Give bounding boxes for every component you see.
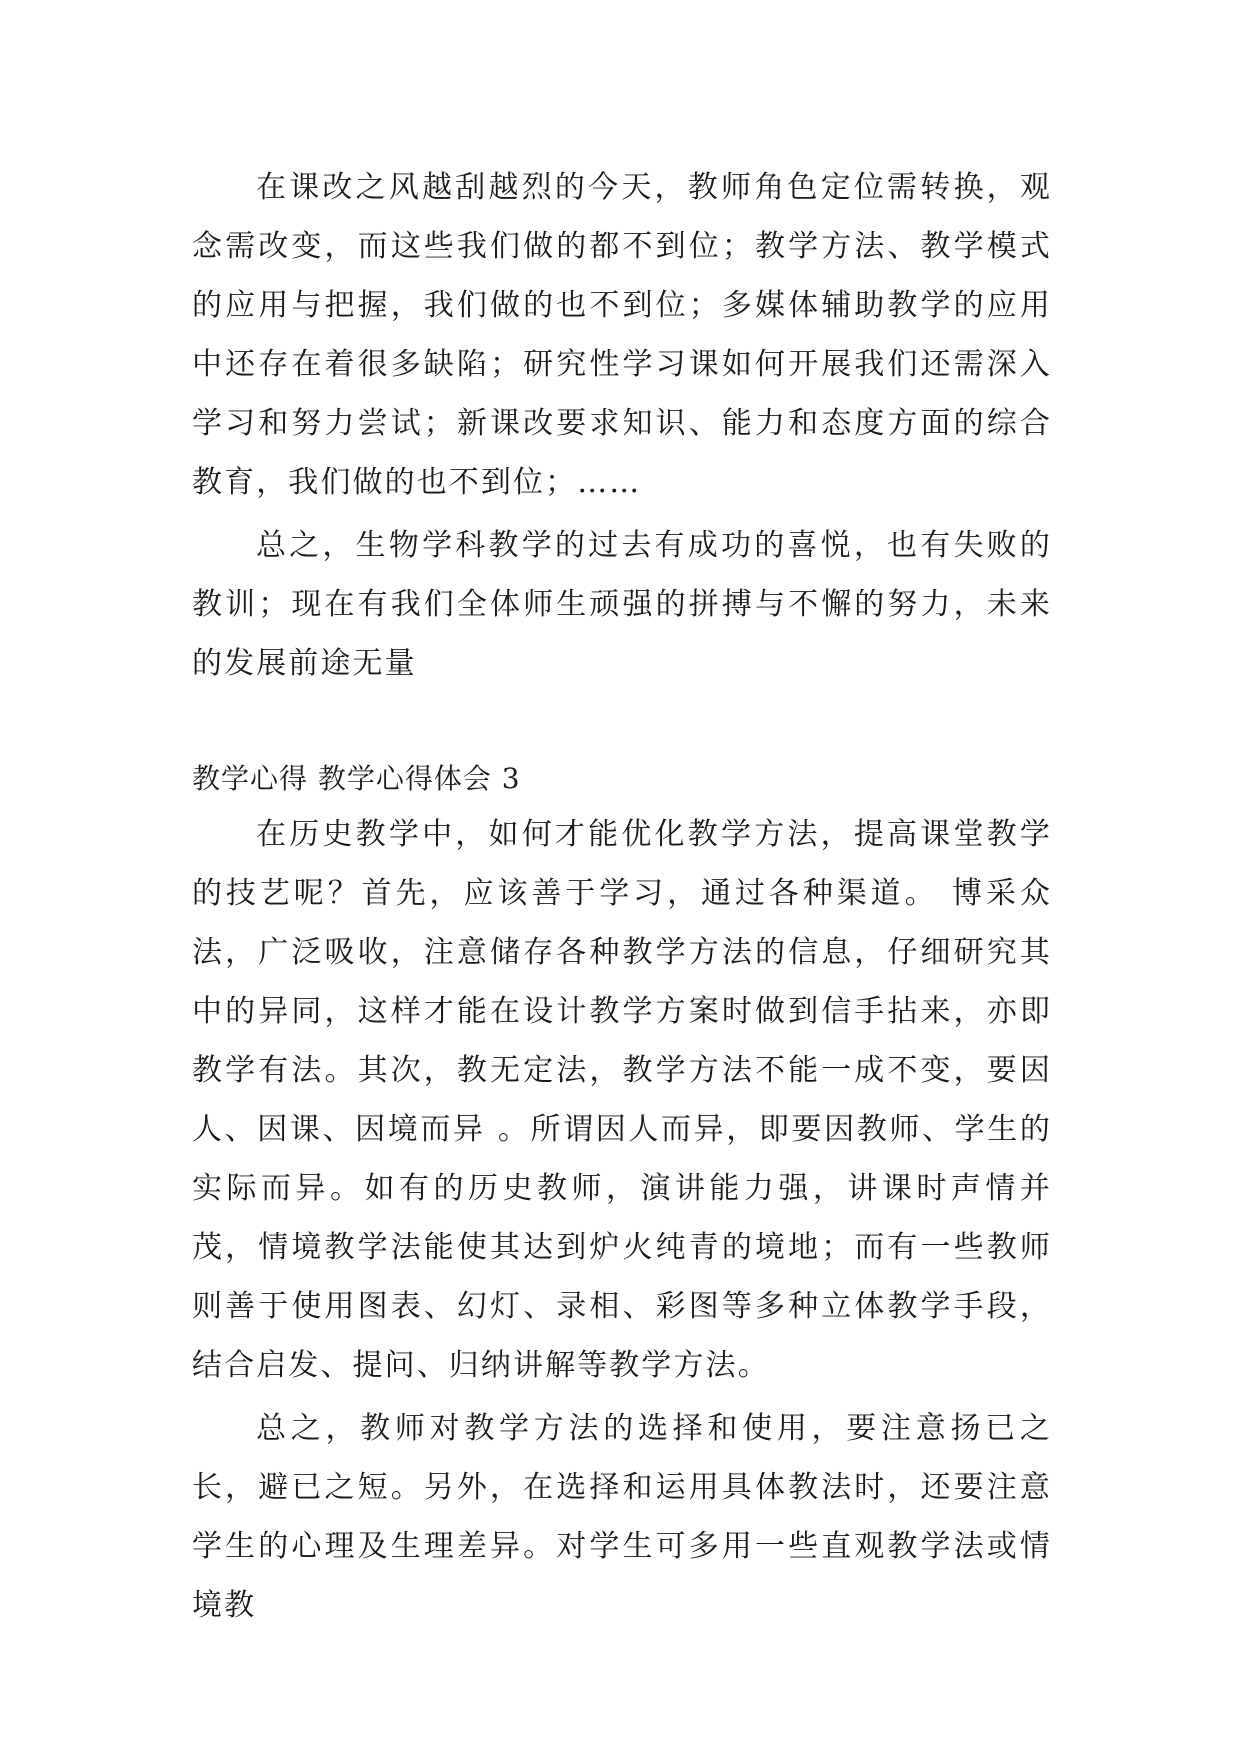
body-paragraph: 在课改之风越刮越烈的今天，教师角色定位需转换，观念需改变，而这些我们做的都不到位；教学方法、教学模式的应用与把握，我们做的也不到位；多媒体辅助教学的应用中还存在着很多缺陷；研究性学习课如何开展我们还需深入学习和努力尝试；新课改要求知识、能力和态度方面的综合教育，我们做的也不到位；…… [192,170,1052,500]
body-paragraph: 总之，教师对教学方法的选择和使用，要注意扬已之长，避已之短。另外，在选择和运用具体教法时，还要注意学生的心理及生理差异。对学生可多用一些直观教学法或情境教 [192,1411,1052,1623]
section-heading: 教学心得 教学心得体会 3 [192,762,521,795]
body-paragraph: 在历史教学中，如何才能优化教学方法，提高课堂教学的技艺呢？首先，应该善于学习，通过各种渠道。 博采众法，广泛吸收，注意储存各种教学方法的信息，仔细研究其中的异同，这样才能在设计教学方案时做到信手拈来，亦即教学有法。其次，教无定法，教学方法不能一成不变，要因人、因课、因境而异 。所谓因人而异，即要因教师、学生的实际而异。如有的历史教师，演讲能力强，讲课时声情并茂，情境教学法能使其达到炉火纯青的境地；而有一些教师则善于使用图表、幻灯、录相、彩图等多种立体教学手段，结合启发、提问、归纳讲解等教学方法。 [192,817,1052,1383]
body-paragraph: 总之，生物学科教学的过去有成功的喜悦，也有失败的教训；现在有我们全体师生顽强的拼搏与不懈的努力，未来的发展前途无量 [192,528,1052,681]
document-page [192,158,1052,1635]
